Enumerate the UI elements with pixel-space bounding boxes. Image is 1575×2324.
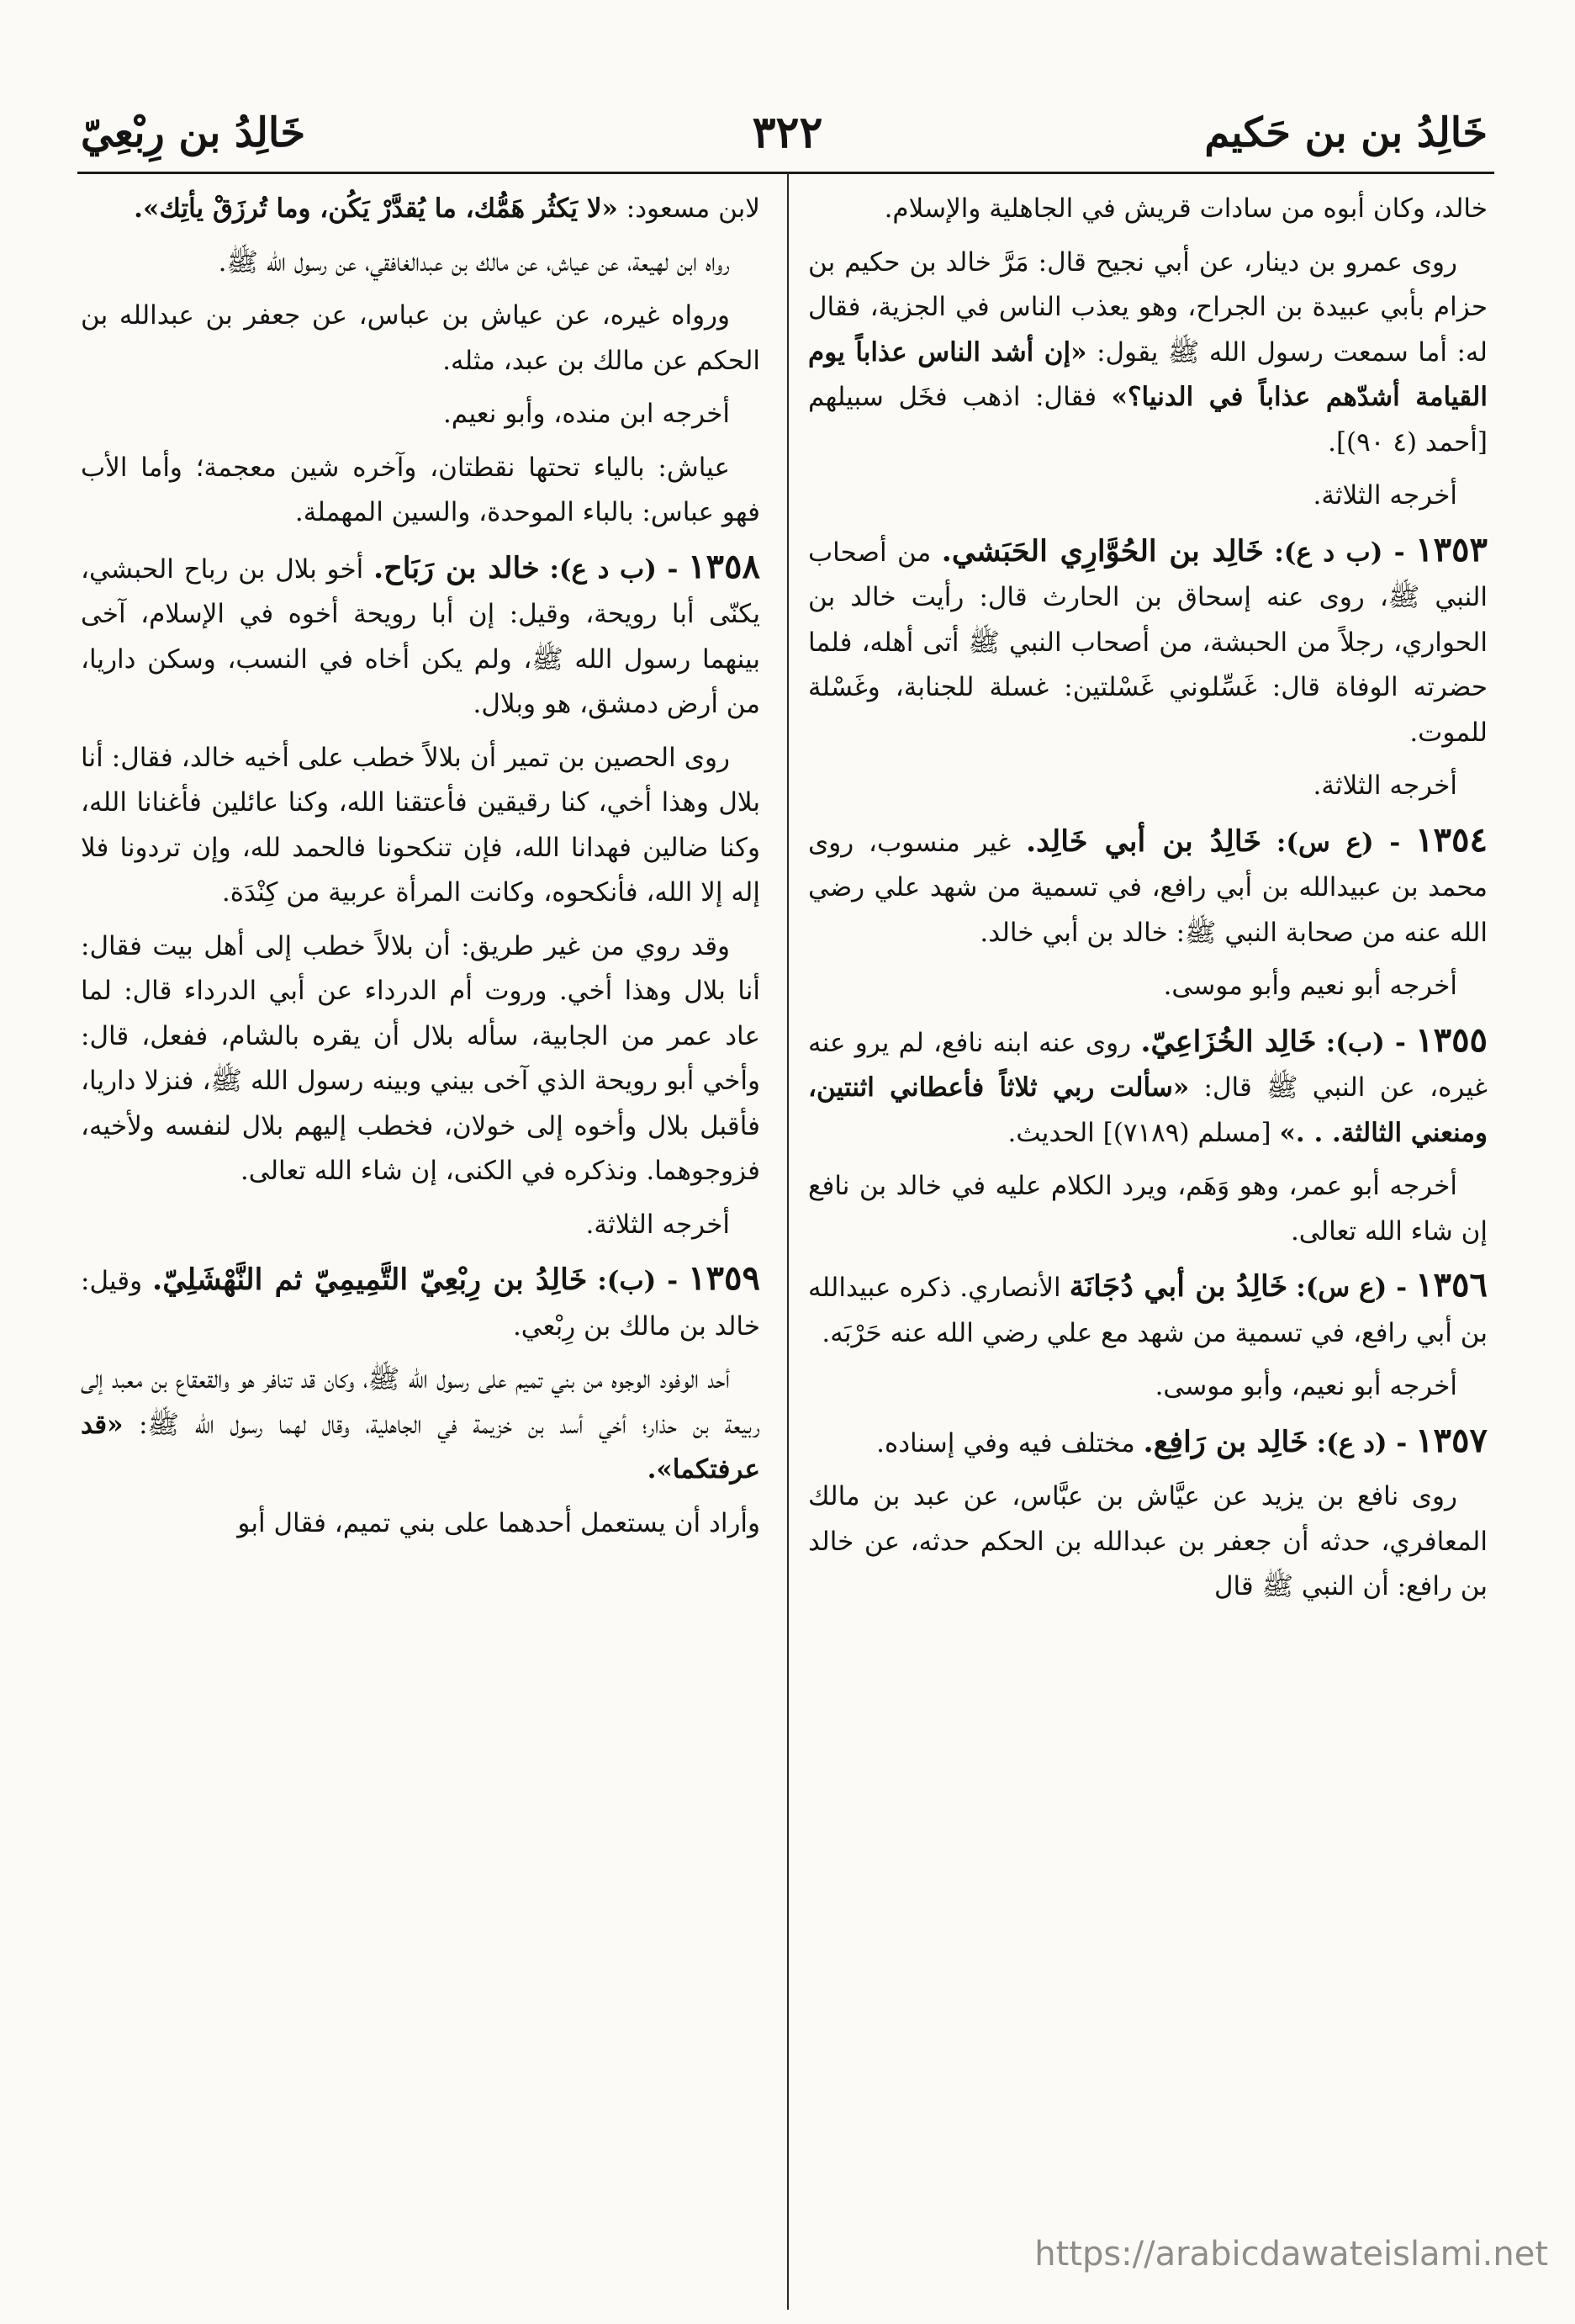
entry-sources: - (ب): [1325,1027,1406,1058]
paragraph: أخرجه الثلاثة. [1313,480,1457,511]
entry-number: ١٣٥٦ [1415,1265,1488,1305]
running-head-right: خَالِدُ بن بن حَكيم [1204,109,1488,156]
entry-name: خَالِدُ بن رِبْعِيّ التَّمِيمِيّ ثم النَّهْشَلِيّ. [152,1263,588,1297]
paragraph: أخرجه أبو نعيم، وأبو موسى. [1155,1371,1457,1401]
paragraph: أخرجه الثلاثة. [1313,770,1457,801]
left-column [81,187,760,1554]
text: فقال: اذهب فخَل سبيلهم [أحمد (٤ ٩٠)]. [808,382,1488,458]
entry-1357 [808,1418,1488,1467]
entry-number: ١٣٥٥ [1415,1019,1488,1060]
paragraph: أخرجه أبو نعيم وأبو موسى. [1163,971,1457,1001]
entry-name: خَالِد بن رَافِع. [1143,1424,1308,1459]
entry-number: ١٣٥٨ [688,546,760,586]
paragraph: روى نافع بن يزيد عن عيَّاش بن عبَّاس، عن عبد بن مالك المعافري، حدثه أن جعفر بن عبدالله بن الحكم حدثه، عن خالد بن رافع: أن النبي ﷺ قال [808,1481,1488,1601]
hadith-quote: «إن أشد الناس عذاباً يوم القيامة أشدّهم عذاباً في الدنيا؟» [808,336,1488,412]
entry-number: ١٣٥٩ [688,1258,760,1298]
entry-text: وقيل: خالد بن مالك بن رِبْعي. [81,1266,760,1342]
header-rule [77,172,1494,174]
paragraph: أخرجه أبو عمر، وهو وَهَم، ويرد الكلام عليه في خالد بن نافع إن شاء الله تعالى. [808,1171,1488,1247]
entry-name: خالد بن رَبَاح. [373,550,540,585]
entry-1354 [808,818,1488,956]
paragraph: وقد روي من غير طريق: أن بلالاً خطب إلى أهل بيت فقال: أنا بلال وهذا أخي. وروت أم الدرداء عن أبي الدرداء قال: لما عاد عمر من الجابية، سأله بلال أن يقره بالشام، ففعل، قال: وأخي أبو رويحة الذي آخى بيني وبينه رسول الله ﷺ، فنزلا داريا، فأقبل بلال وأخوه إلى خولان، فخطب إليهم بلال لنفسه ولأخيه، فزوجوهما. ونذكره في الكنى، إن شاء الله تعالى. [81,930,760,1186]
watermark-url: https://arabicdawateislami.net [1034,2235,1548,2274]
hadith-quote: «لا يَكثُر هَمُّك، ما يُقدَّرْ يَكُن، وما تُرزَقْ يأتِك». [134,193,618,224]
entry-sources: - (ب د ع): [1274,537,1405,568]
running-head-left: خَالِدُ بن رِبْعِيّ [81,109,306,156]
entry-sources: - (د ع): [1316,1427,1408,1458]
paragraph: ورواه غيره، عن عياش بن عباس، عن جعفر بن عبدالله بن الحكم عن مالك بن عبد، مثله. [81,300,760,376]
text: [مسلم (٧١٨٩)] الحديث. [1007,1117,1271,1148]
paragraph [81,187,760,232]
entry-text: الأنصاري. ذكره عبيدالله بن أبي رافع، في تسمية من شهد مع علي رضي الله عنه حَرْبَه. [808,1273,1488,1348]
entry-number: ١٣٥٤ [1415,819,1488,860]
entry-sources: - (ب د ع): [549,553,679,585]
paragraph: روى الحصين بن تمير أن بلالاً خطب على أخيه خالد، فقال: أنا بلال وهذا أخي، كنا رقيقين فأعتقنا الله، وكنا عائلين فأغنانا الله، وكنا ضالين فهدانا الله، فإن تنكحونا فالحمد لله، وإن تردونا فلا إله إلا الله، فأنكحوه، وكانت المرأة عربية من كِنْدَة. [81,742,760,908]
entry-name: خَالِد الخُزَاعِيّ. [1140,1024,1317,1059]
entry-number: ١٣٥٣ [1415,529,1488,569]
entry-name: خَالِدُ بن أبي خَالِد. [1025,823,1262,859]
paragraph: أخرجه الثلاثة. [585,1209,730,1240]
page-number: ٣٢٢ [752,107,823,158]
entry-name: خَالِد بن الحُوَّارِي الحَبَشي. [941,533,1264,569]
entry-sources: - (ع س): [1296,1273,1408,1303]
entry-text: أخو بلال بن رباح الحبشي، يكنّى أبا رويحة، وقيل: إن أبا رويحة أخوه في الإسلام، آخى بينهما رسول الله ﷺ، ولم يكن أخاه في النسب، وسكن داريا، من أرض دمشق، هو وبلال. [81,553,760,719]
entry-sources: - (ب): [597,1266,679,1296]
hadith-quote: «قد عرفتكما». [81,1409,760,1485]
entry-text: غير منسوب، روى محمد بن عبيدالله بن أبي رافع، في تسمية من شهد علي رضي الله عنه من صحابة النبي ﷺ: خالد بن أبي خالد. [808,827,1488,948]
paragraph: وأراد أن يستعمل أحدهما على بني تميم، فقال أبو [237,1507,760,1538]
entry-1358 [81,544,760,728]
entry-1359 [81,1256,760,1349]
text: لابن مسعود: [626,193,760,224]
paragraph: أخرجه ابن منده، وأبو نعيم. [442,399,730,429]
right-column [808,187,1488,1618]
column-divider [787,173,789,2310]
entry-sources: - (ع س): [1276,827,1401,858]
entry-number: ١٣٥٧ [1415,1420,1488,1460]
entry-text: روى عنه ابنه نافع، لم يرو عنه غيره، عن النبي ﷺ قال: [808,1027,1488,1103]
entry-1355 [808,1018,1488,1157]
paragraph [81,1358,760,1493]
text: أحد الوفود الوجوه من بني تميم على رسول الله ﷺ، وكان قد تنافر هو والقعقاع بن معبد إلى ربيعة بن حذار؛ أخي أسد بن خزيمة في الجاهلية، وقال لهما رسول الله ﷺ: [81,1364,760,1440]
entry-text: من أصحاب النبي ﷺ، روى عنه إسحاق بن الحارث قال: رأيت خالد بن الحواري، رجلاً من الحبشة، من أصحاب النبي ﷺ أتى أهله، فلما حضرته الوفاة قال: غَسِّلوني غَسْلتين: غسلة للجنابة، وغَسْلة للموت. [808,537,1488,748]
paragraph [808,241,1488,466]
entry-text: مختلف فيه وفي إسناده. [876,1427,1135,1458]
hadith-quote: «سألت ربي ثلاثاً فأعطاني اثنتين، ومنعني الثالثة. . .» [808,1072,1488,1148]
paragraph: عياش: بالياء تحتها نقطتان، وآخره شين معجمة؛ وأما الأب فهو عباس: بالباء الموحدة، والسين المهملة. [81,452,760,527]
entry-1353 [808,527,1488,756]
text: روى عمرو بن دينار، عن أبي نجيح قال: مَرَّ خالد بن حكيم بن حزام بأبي عبيدة بن الجراح، وهو يعذب الناس في الجزية، فقال له: أما سمعت رسول الله ﷺ يقول: [808,246,1488,368]
paragraph: خالد، وكان أبوه من سادات قريش في الجاهلية والإسلام. [884,193,1488,224]
paragraph: رواه ابن لهيعة، عن عياش، عن مالك بن عبدالغافقي، عن رسول الله ﷺ. [218,246,730,278]
entry-1356 [808,1263,1488,1356]
entry-name: خَالِدُ بن أبي دُجَانَة [1069,1269,1288,1304]
